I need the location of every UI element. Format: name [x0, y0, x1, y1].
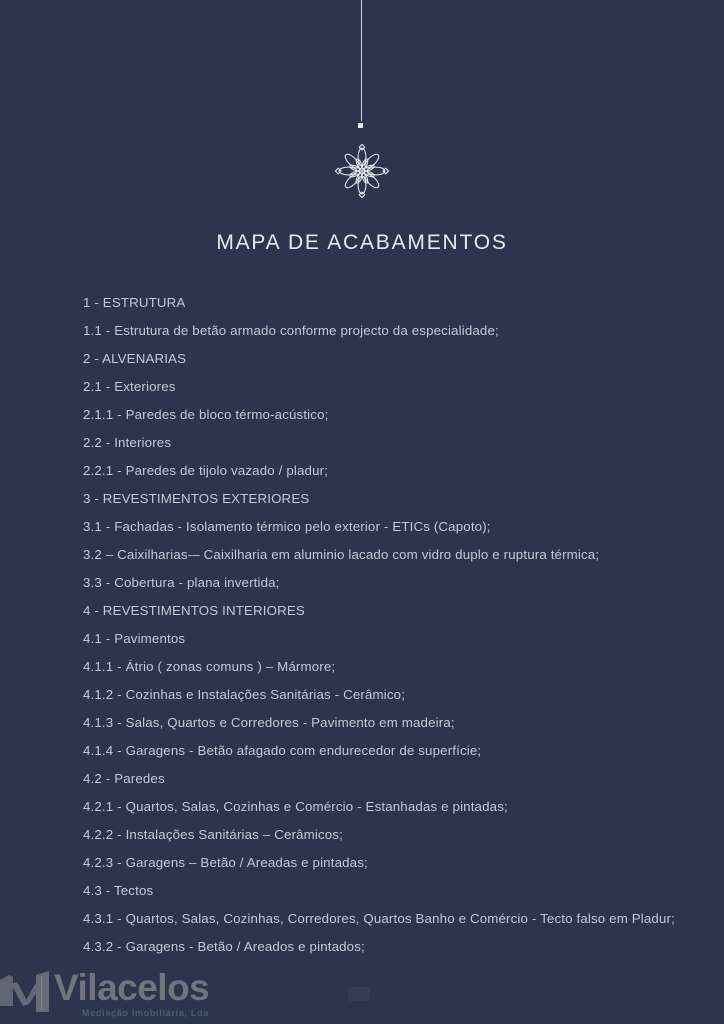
page-title: MAPA DE ACABAMENTOS [216, 231, 508, 254]
footer [0, 954, 724, 1024]
list-item: 4.1.3 - Salas, Quartos e Corredores - Pavimento em madeira; [83, 715, 455, 730]
logo-wordmark: Vilacelos [54, 966, 210, 1008]
list-item: 4.3 - Tectos [83, 883, 154, 898]
list-item: 1.1 - Estrutura de betão armado conforme projecto da especialidade; [83, 323, 499, 338]
buildings-monogram-icon [0, 968, 52, 1020]
vilacelos-logo [0, 968, 209, 1020]
list-item: 3.1 - Fachadas - Isolamento térmico pelo exterior - ETICs (Capoto); [83, 519, 491, 534]
floral-rosette-icon [334, 143, 390, 199]
list-item: 4.3.1 - Quartos, Salas, Cozinhas, Corredores, Quartos Banho e Comércio - Tecto falso em Pladur; [83, 911, 675, 926]
list-item: 4.1.2 - Cozinhas e Instalações Sanitárias - Cerâmico; [83, 687, 406, 702]
list-item: 2.2.1 - Paredes de tijolo vazado / pladur; [83, 463, 329, 478]
finishes-list [83, 289, 703, 961]
decorative-vertical-line [361, 0, 362, 121]
list-item: 4.1.1 - Átrio ( zonas comuns ) – Mármore; [83, 659, 336, 674]
list-item: 2.1.1 - Paredes de bloco térmo-acústico; [83, 407, 329, 422]
line-end-dot [358, 123, 363, 128]
list-item: 2 - ALVENARIAS [83, 351, 187, 366]
list-item: 3.3 - Cobertura - plana invertida; [83, 575, 280, 590]
list-item: 4.2.2 - Instalações Sanitárias – Cerâmicos; [83, 827, 343, 842]
list-item: 2.2 - Interiores [83, 435, 172, 450]
list-item: 4.3.2 - Garagens - Betão / Areados e pintados; [83, 939, 365, 954]
list-item: 3 - REVESTIMENTOS EXTERIORES [83, 491, 310, 506]
list-item: 4.1 - Pavimentos [83, 631, 186, 646]
list-item: 4 - REVESTIMENTOS INTERIORES [83, 603, 305, 618]
list-item: 4.2.1 - Quartos, Salas, Cozinhas e Comércio - Estanhadas e pintadas; [83, 799, 508, 814]
list-item: 4.2 - Paredes [83, 771, 165, 786]
list-item: 4.1.4 - Garagens - Betão afagado com endurecedor de superfície; [83, 743, 482, 758]
logo-tagline: Mediação Imobiliária, Lda [82, 1008, 210, 1018]
list-item: 2.1 - Exteriores [83, 379, 176, 394]
list-item: 3.2 – Caixilharias-– Caixilharia em aluminio lacado com vidro duplo e ruptura térmica; [83, 547, 600, 562]
list-item: 1 - ESTRUTURA [83, 295, 186, 310]
list-item: 4.2.3 - Garagens – Betão / Areadas e pintadas; [83, 855, 368, 870]
